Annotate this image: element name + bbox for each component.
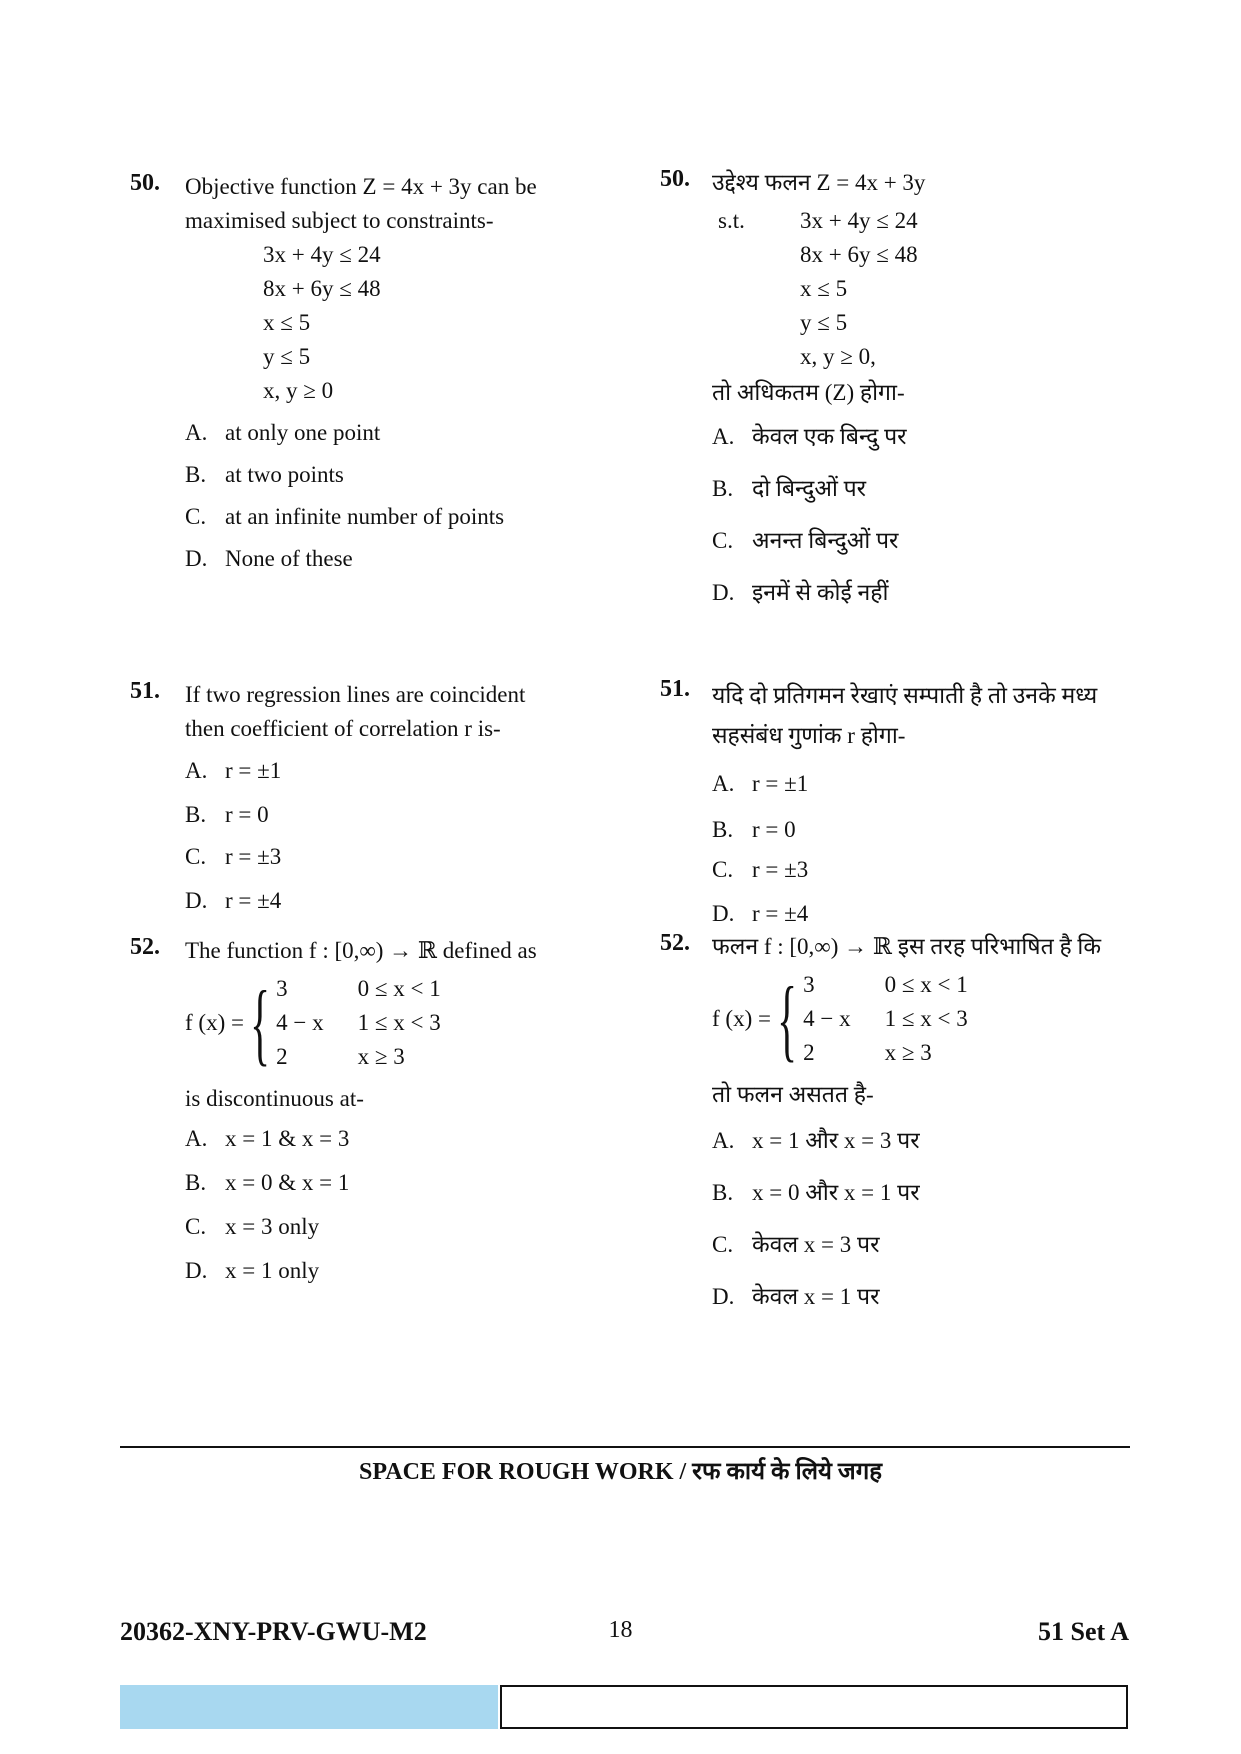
piecewise-function (185, 974, 600, 1072)
case-value: 2 (276, 1044, 288, 1069)
left-brace-icon: { (250, 972, 270, 1074)
option: C. at an infinite number of points (185, 504, 505, 529)
color-bar (120, 1685, 498, 1729)
constraint: y ≤ 5 (800, 310, 848, 335)
option: D. r = ±4 (712, 901, 809, 926)
question-stem: सहसंबंध गुणांक r होगा- (712, 723, 906, 748)
page-number: 18 (608, 1617, 633, 1643)
option: D. इनमें से कोई नहीं (712, 580, 889, 605)
question-stem: The function f : [0,∞) → ℝ defined as (185, 938, 537, 963)
case-value: 3 (276, 976, 288, 1001)
question-number: 52. (660, 930, 690, 956)
constraint: x, y ≥ 0 (263, 378, 334, 403)
function-lhs: f (x) = (185, 1010, 244, 1035)
option: D. None of these (185, 546, 353, 571)
option: C. r = ±3 (712, 857, 809, 882)
case-condition: 0 ≤ x < 1 (884, 972, 968, 997)
constraint: 3x + 4y ≤ 24 (263, 242, 381, 267)
question-stem: उद्देश्य फलन Z = 4x + 3y (712, 170, 926, 195)
option: B. r = 0 (185, 802, 269, 827)
constraint: x, y ≥ 0, (800, 344, 876, 369)
option: C. r = ±3 (185, 844, 282, 869)
option: B. r = 0 (712, 817, 796, 842)
option: C. केवल x = 3 पर (712, 1232, 880, 1257)
question-stem: फलन f : [0,∞) → ℝ इस तरह परिभाषित है कि (712, 934, 1102, 959)
paper-code: 20362-XNY-PRV-GWU-M2 (120, 1617, 427, 1646)
left-brace-icon: { (777, 968, 797, 1070)
constraint: x ≤ 5 (263, 310, 311, 335)
case-value: 4 − x (803, 1006, 851, 1031)
option: C. अनन्त बिन्दुओं पर (712, 528, 899, 553)
option: B. at two points (185, 462, 344, 487)
blank-box (500, 1685, 1128, 1729)
question-stem: is discontinuous at- (185, 1086, 364, 1111)
question-number: 50. (660, 166, 690, 192)
case-condition: x ≥ 3 (357, 1044, 405, 1069)
option: C. x = 3 only (185, 1214, 320, 1239)
option: A. x = 1 और x = 3 पर (712, 1128, 920, 1153)
option: A. केवल एक बिन्दु पर (712, 424, 907, 449)
case-condition: 1 ≤ x < 3 (884, 1006, 968, 1031)
question-number: 50. (130, 170, 160, 196)
case-condition: 1 ≤ x < 3 (357, 1010, 441, 1035)
option: D. केवल x = 1 पर (712, 1284, 880, 1309)
constraint: y ≤ 5 (263, 344, 311, 369)
case-condition: 0 ≤ x < 1 (357, 976, 441, 1001)
constraint: 8x + 6y ≤ 48 (263, 276, 381, 301)
constraint: 3x + 4y ≤ 24 (800, 208, 918, 233)
option: A. at only one point (185, 420, 381, 445)
option: B. x = 0 और x = 1 पर (712, 1180, 920, 1205)
question-stem: maximised subject to constraints- (185, 208, 494, 233)
question-stem: यदि दो प्रतिगमन रेखाएं सम्पाती है तो उनके मध्य (712, 683, 1098, 708)
option: D. r = ±4 (185, 888, 282, 913)
set-label: 51 Set A (1038, 1617, 1129, 1646)
constraint: 8x + 6y ≤ 48 (800, 242, 918, 267)
option: D. x = 1 only (185, 1258, 320, 1283)
rough-work-label: SPACE FOR ROUGH WORK / रफ कार्य के लिये जगह (359, 1459, 882, 1485)
option: A. x = 1 & x = 3 (185, 1126, 350, 1151)
option: B. दो बिन्दुओं पर (712, 476, 867, 501)
question-number: 51. (660, 676, 690, 702)
case-value: 4 − x (276, 1010, 324, 1035)
subject-to-label: s.t. (718, 208, 745, 233)
option: A. r = ±1 (185, 758, 282, 783)
question-number: 51. (130, 678, 160, 704)
function-lhs: f (x) = (712, 1006, 771, 1031)
question-stem: तो अधिकतम (Z) होगा- (712, 380, 905, 405)
question-stem: If two regression lines are coincident (185, 682, 526, 707)
question-stem: then coefficient of correlation r is- (185, 716, 501, 741)
question-stem: तो फलन असतत है- (712, 1082, 874, 1107)
piecewise-function (712, 970, 1130, 1068)
option: B. x = 0 & x = 1 (185, 1170, 350, 1195)
question-stem: Objective function Z = 4x + 3y can be (185, 174, 537, 199)
divider (120, 1446, 1130, 1448)
constraint: x ≤ 5 (800, 276, 848, 301)
case-value: 3 (803, 972, 815, 997)
case-value: 2 (803, 1040, 815, 1065)
question-number: 52. (130, 934, 160, 960)
option: A. r = ±1 (712, 771, 809, 796)
case-condition: x ≥ 3 (884, 1040, 932, 1065)
